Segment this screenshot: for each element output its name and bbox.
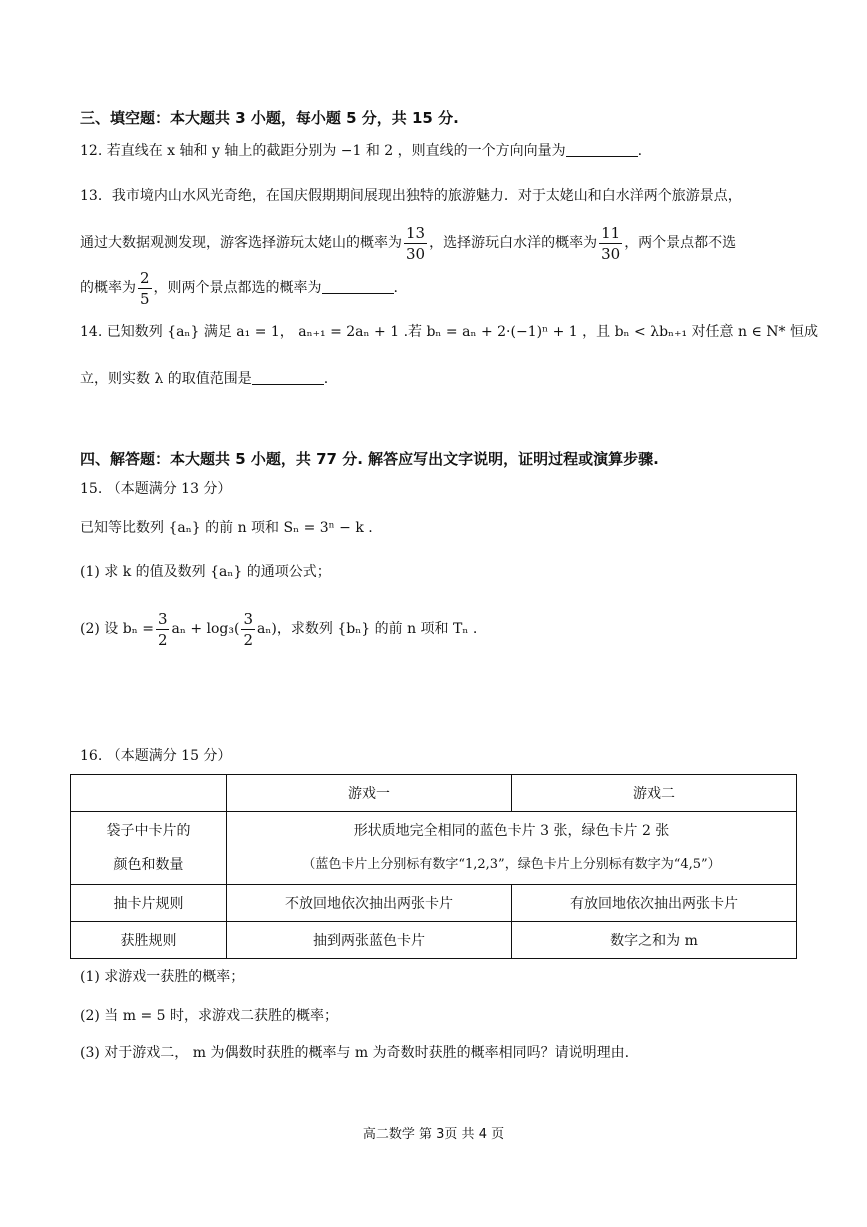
- table-row-cards: [71, 812, 797, 885]
- frac-den: 2: [157, 630, 168, 649]
- row-draw-game1: 不放回地依次抽出两张卡片: [227, 885, 512, 922]
- q16-title: 16. （本题满分 15 分）: [80, 748, 232, 764]
- q15-title: 15. （本题满分 13 分）: [80, 481, 232, 497]
- q13-line1: 13．我市境内山水风光奇绝，在国庆假期期间展现出独特的旅游魅力．对于太姥山和白水洋两个旅游景点，: [80, 188, 742, 204]
- row-cards-line1: 形状质地完全相同的蓝色卡片 3 张，绿色卡片 2 张: [353, 823, 670, 839]
- q15-p2-b: aₙ + log₃(: [171, 621, 240, 637]
- q14-end: .: [323, 371, 329, 387]
- table-row-win-rules: [71, 922, 797, 959]
- q16-part1: (1) 求游戏一获胜的概率；: [80, 969, 245, 985]
- q12-answer-blank: [566, 142, 638, 157]
- section3-heading: 三、填空题：本大题共 3 小题，每小题 5 分，共 15 分.: [80, 109, 459, 127]
- frac-num: 3: [243, 609, 254, 628]
- row-win-game1: 抽到两张蓝色卡片: [227, 922, 512, 959]
- q15-part1: (1) 求 k 的值及数列 {aₙ} 的通项公式；: [80, 564, 331, 580]
- frac-den: 2: [243, 630, 254, 649]
- q15-stem: 已知等比数列 {aₙ} 的前 n 项和 Sₙ = 3ⁿ − k .: [80, 520, 373, 536]
- q14-line2: [80, 369, 328, 389]
- page-footer: 高二数学 第 3页 共 4 页: [362, 1127, 505, 1142]
- col-game1-header: 游戏一: [227, 775, 512, 812]
- q12-text: 12. 若直线在 x 轴和 y 轴上的截距分别为 −1 和 2 ，则直线的一个方向向量为: [80, 143, 566, 159]
- table-row-draw-rules: [71, 885, 797, 922]
- q13-line2-a: 通过大数据观测发现，游客选择游玩太姥山的概率为: [80, 235, 402, 251]
- table-corner-cell: [71, 775, 227, 812]
- row-cards-content: [227, 812, 797, 885]
- frac-den: 30: [601, 244, 621, 263]
- q14-line1: 14. 已知数列 {aₙ} 满足 a₁ = 1， aₙ₊₁ = 2aₙ + 1 .若 bₙ = aₙ + 2·(−1)ⁿ + 1 ，且 bₙ < λbₙ₊₁ 对任意 n ∈ N* 恒成: [80, 324, 818, 340]
- game-rules-table: [70, 774, 797, 959]
- section4-heading: 四、解答题：本大题共 5 小题，共 77 分. 解答应写出文字说明，证明过程或演算步骤.: [80, 450, 659, 468]
- row-cards-line2: （蓝色卡片上分别标有数字“1,2,3”，绿色卡片上分别标有数字为“4,5”）: [302, 857, 721, 872]
- fraction-11-30: [599, 223, 622, 264]
- frac-den: 30: [406, 244, 426, 263]
- q16-part2: (2) 当 m = 5 时，求游戏二获胜的概率；: [80, 1008, 338, 1024]
- frac-num: 3: [157, 609, 168, 628]
- row-win-game2: 数字之和为 m: [512, 922, 797, 959]
- q13-line2-c: ，两个景点都不选: [624, 235, 737, 251]
- q13-line3-a: 的概率为: [80, 280, 136, 296]
- q13-line2: [80, 222, 736, 264]
- q13-answer-blank: [322, 279, 394, 294]
- q14-line2-text: 立，则实数 λ 的取值范围是: [80, 371, 252, 387]
- q13-line2-b: ，选择游玩白水洋的概率为: [429, 235, 598, 251]
- col-game2-header: 游戏二: [512, 775, 797, 812]
- row-cards-head-line2: 颜色和数量: [113, 857, 184, 873]
- table-header-row: [71, 775, 797, 812]
- q15-part2: [80, 608, 477, 650]
- q13-line3: [80, 267, 398, 309]
- q13-line3-b: ，则两个景点都选的概率为: [153, 280, 322, 296]
- frac-num: 11: [601, 223, 621, 242]
- frac-den: 5: [140, 289, 150, 308]
- q12-end: .: [637, 143, 643, 159]
- row-cards-head-line1: 袋子中卡片的: [106, 823, 191, 839]
- frac-num: 2: [140, 268, 150, 287]
- fraction-3-2-log: [241, 609, 255, 650]
- q15-p2-c: aₙ)，求数列 {bₙ} 的前 n 项和 Tₙ .: [257, 621, 478, 637]
- row-draw-game2: 有放回地依次抽出两张卡片: [512, 885, 797, 922]
- fraction-13-30: [404, 223, 427, 264]
- q16-part3: (3) 对于游戏二， m 为偶数时获胜的概率与 m 为奇数时获胜的概率相同吗？请说明理由.: [80, 1045, 630, 1061]
- row-cards-head: [71, 812, 227, 885]
- row-win-head: 获胜规则: [71, 922, 227, 959]
- q14-answer-blank: [252, 370, 324, 385]
- fraction-2-5: [138, 268, 152, 309]
- fraction-3-2: [156, 609, 170, 650]
- question-12: [80, 141, 642, 161]
- frac-num: 13: [406, 223, 426, 242]
- q13-end: .: [393, 280, 398, 296]
- q15-p2-a: (2) 设 bₙ =: [80, 621, 154, 637]
- row-draw-head: 抽卡片规则: [71, 885, 227, 922]
